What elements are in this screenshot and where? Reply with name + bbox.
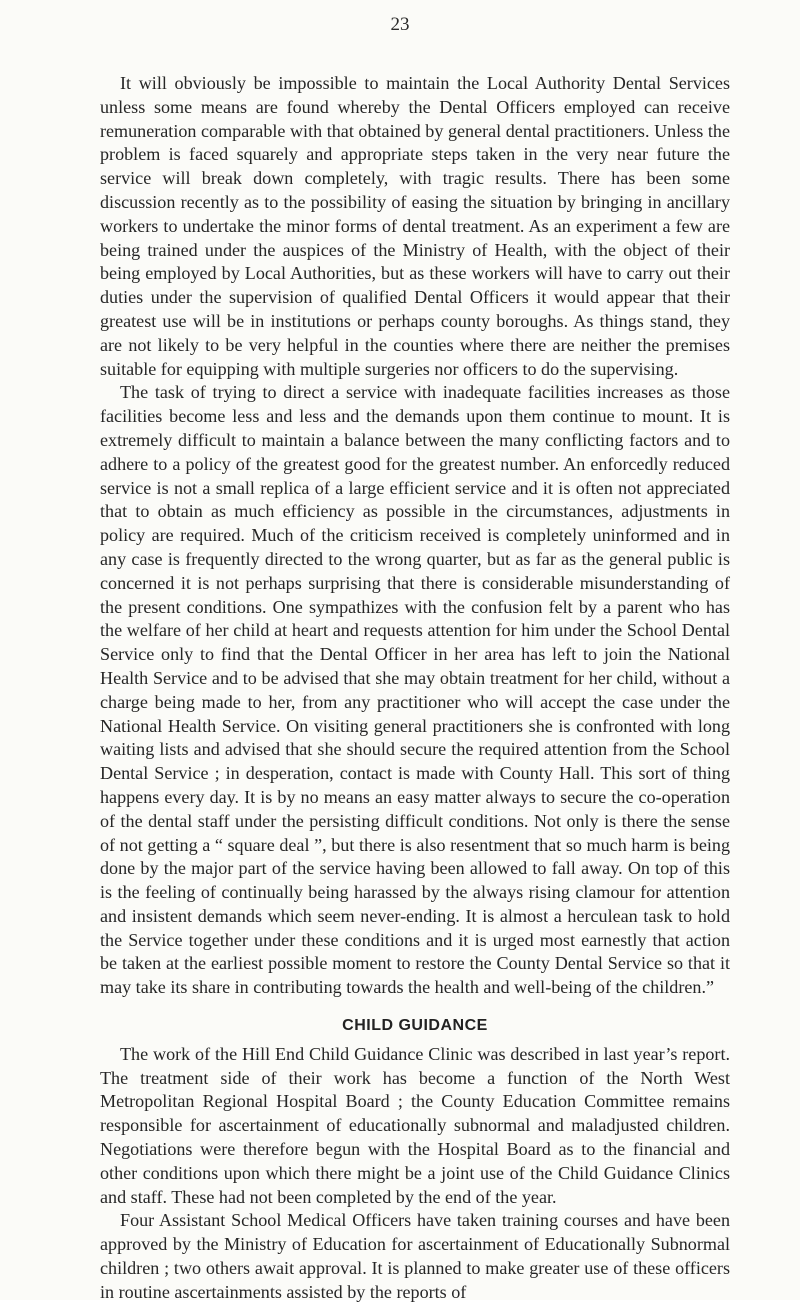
- section-heading-child-guidance: CHILD GUIDANCE: [342, 1017, 488, 1035]
- paragraph-dental-remuneration: It will obviously be impossible to maintain the Local Authority Dental Services unless some means are found whereby the Dental Officers employed can receive remuneration comparable with that obtained by general dental practitioners. Unless the problem is faced squarely and appropriate steps taken in the very near future the service will break down completely, with tragic results. There has been some discussion recently as to the possibility of easing the situation by bringing in ancillary workers to undertake the minor forms of dental treatment. As an experiment a few are being trained under the auspices of the Ministry of Health, with the object of their being employed by Local Authorities, but as these workers will have to carry out their duties under the supervision of qualified Dental Officers it would appear that their greatest use will be in institutions or perhaps county boroughs. As things stand, they are not likely to be very helpful in the counties where there are neither the premises suitable for equipping with multiple surgeries nor officers to do the supervising.: [100, 73, 730, 379]
- paragraph-assistant-officers: Four Assistant School Medical Officers have taken training courses and have been approved by the Ministry of Education for ascertainment of Educationally Subnormal children ; two others await approval. It is planned to make greater use of these officers in routine ascertainments assisted by the reports of: [100, 1210, 730, 1302]
- paragraph-hill-end-clinic: The work of the Hill End Child Guidance Clinic was described in last year’s report. The treatment side of their work has become a function of the North West Metropolitan Regional Hospital Board ; the County Education Committee remains responsible for ascertainment of educationally subnormal and maladjusted children. Negotiations were therefore begun with the Hospital Board as to the financial and other conditions upon which there might be a joint use of the Child Guidance Clinics and staff. These had not been completed by the end of the year.: [100, 1043, 730, 1207]
- body-text: [100, 72, 730, 1305]
- page-number: 23: [390, 14, 410, 35]
- paragraph-inadequate-facilities: The task of trying to direct a service with inadequate facilities increases as those facilities become less and less and the demands upon them continue to mount. It is extremely difficult to maintain a balance between the many conflicting factors and to adhere to a policy of the greatest good for the greatest number. An enforcedly reduced service is not a small replica of a large efficient service and it is often not appreciated that to obtain as much efficiency as possible in the circumstances, adjustments in policy are required. Much of the criticism received is completely uninformed and in any case is frequently directed to the wrong quarter, but as far as the general public is concerned it is not perhaps surprising that there is considerable misunderstanding of the present conditions. One sympathizes with the confusion felt by a parent who has the welfare of her child at heart and requests attention for him under the School Dental Service only to find that the Dental Officer in her area has left to join the National Health Service and to be advised that she may obtain treatment for her child, without a charge being made to her, from any practitioner who will accept the case under the National Health Service. On visiting general practitioners she is confronted with long waiting lists and advised that she should secure the required attention from the School Dental Service ; in desperation, contact is made with County Hall. This sort of thing happens every day. It is by no means an easy matter always to secure the co-operation of the dental staff under the persisting difficult conditions. Not only is there the sense of not getting a “ square deal ”, but there is also resentment that so much harm is being done by the major part of the service having been allowed to fall away. On top of this is the feeling of continually being harassed by the always rising clamour for attention and insistent demands which seem never-ending. It is almost a herculean task to hold the Service together under these conditions and it is urged most earnestly that action be taken at the earliest possible moment to restore the County Dental Service so that it may take its share in contributing towards the health and well-being of the children.”: [100, 382, 730, 998]
